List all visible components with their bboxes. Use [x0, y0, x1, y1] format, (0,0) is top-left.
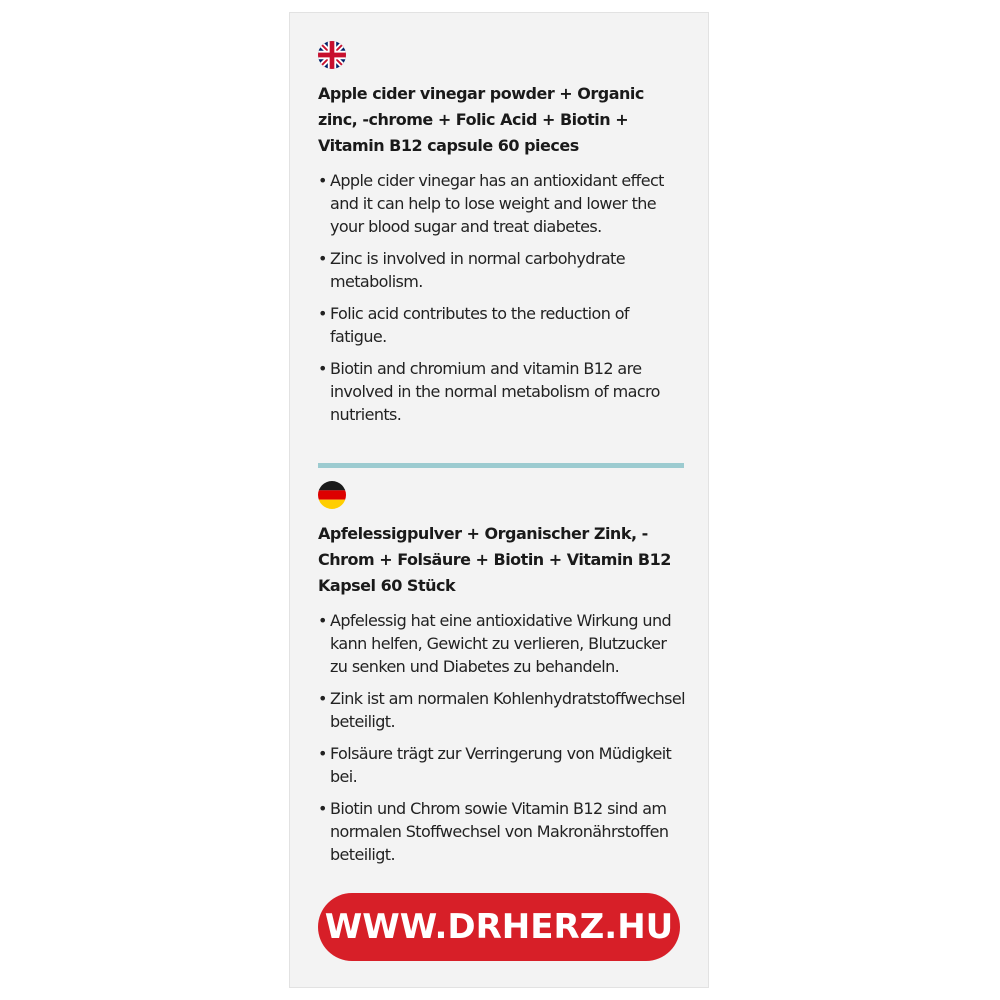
list-item — [318, 357, 688, 426]
bullet-text: Biotin und Chrom sowie Vitamin B12 sind am normalen Stoffwechsel von Makronährstoffen beteiligt. — [330, 799, 669, 864]
bullet-text: Folic acid contributes to the reduction of fatigue. — [330, 304, 629, 346]
bullet-text: Folsäure trägt zur Verringerung von Müdigkeit bei. — [330, 744, 672, 786]
bullet-icon: • — [318, 689, 327, 708]
bullet-text: Apple cider vinegar has an antioxidant effect and it can help to lose weight and lower the your blood sugar and treat diabetes. — [330, 171, 664, 236]
product-info-panel — [289, 12, 709, 988]
german-benefits-list — [318, 609, 688, 866]
bullet-text: Biotin and chromium and vitamin B12 are involved in the normal metabolism of macro nutrients. — [330, 359, 660, 424]
english-product-title: Apple cider vinegar powder + Organic zinc, -chrome + Folic Acid + Biotin + Vitamin B12 capsule 60 pieces — [318, 84, 644, 155]
germany-flag-icon — [318, 481, 346, 509]
website-link-button[interactable]: WWW.DRHERZ.HU — [318, 893, 680, 961]
list-item — [318, 742, 688, 788]
english-section — [318, 41, 688, 435]
list-item — [318, 687, 688, 733]
bullet-icon: • — [318, 744, 327, 763]
uk-flag-icon — [318, 41, 346, 69]
bullet-text: Zinc is involved in normal carbohydrate metabolism. — [330, 249, 625, 291]
list-item — [318, 797, 688, 866]
german-section — [318, 481, 688, 875]
list-item — [318, 169, 688, 238]
german-product-title: Apfelessigpulver + Organischer Zink, -Chrom + Folsäure + Biotin + Vitamin B12 Kapsel 60 Stück — [318, 524, 671, 595]
bullet-icon: • — [318, 171, 327, 190]
bullet-text: Apfelessig hat eine antioxidative Wirkung und kann helfen, Gewicht zu verlieren, Blutzucker zu senken und Diabetes zu behandeln. — [330, 611, 672, 676]
list-item — [318, 609, 688, 678]
bullet-icon: • — [318, 249, 327, 268]
section-divider — [318, 463, 684, 468]
bullet-icon: • — [318, 304, 327, 323]
list-item — [318, 302, 688, 348]
english-benefits-list — [318, 169, 688, 426]
bullet-icon: • — [318, 359, 327, 378]
bullet-icon: • — [318, 611, 327, 630]
bullet-icon: • — [318, 799, 327, 818]
list-item — [318, 247, 688, 293]
bullet-text: Zink ist am normalen Kohlenhydratstoffwechsel beteiligt. — [330, 689, 686, 731]
